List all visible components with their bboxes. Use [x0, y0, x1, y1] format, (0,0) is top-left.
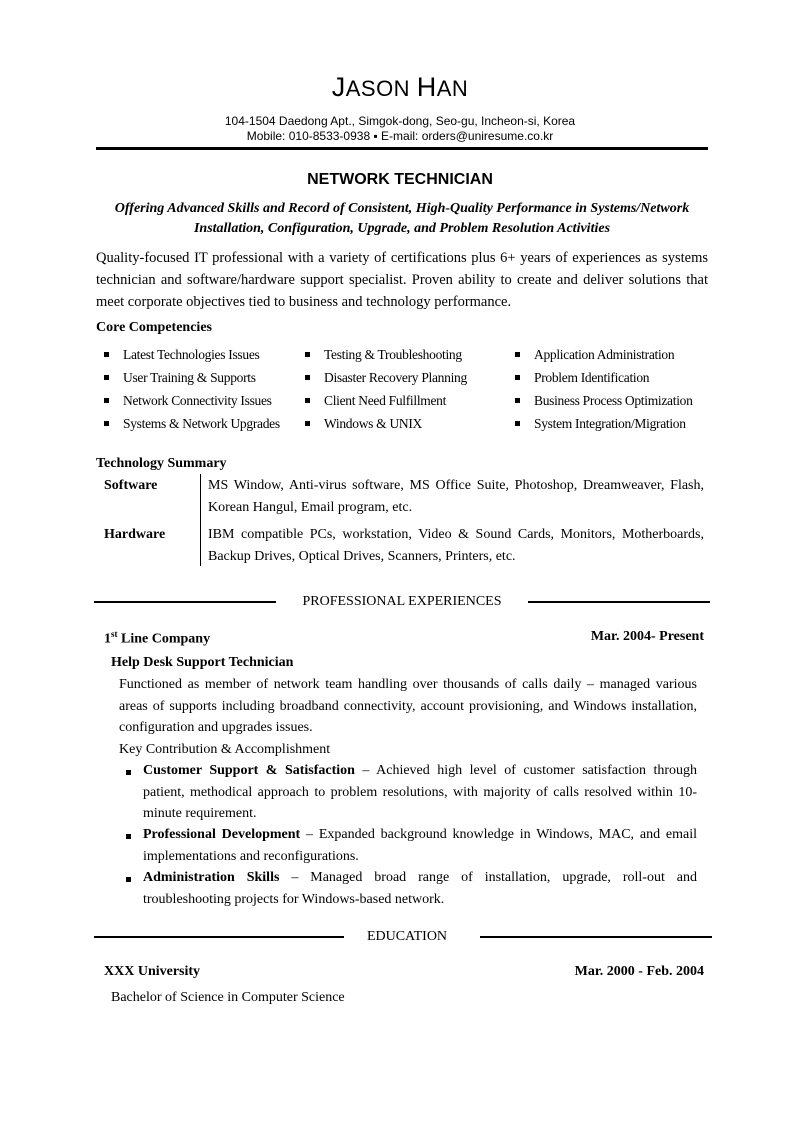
- company-dates: Mar. 2004- Present: [590, 629, 704, 644]
- contribution-item: Professional Development – Expanded background knowledge in Windows, MAC, and email implementations and reconfigurations.: [143, 827, 698, 864]
- name-initial-last: H: [416, 72, 437, 102]
- bullet-icon: [305, 352, 310, 357]
- software-text: MS Window, Anti-virus software, MS Office Suite, Photoshop, Dreamweaver, Flash, Korean Hangul, Email program, etc.: [208, 478, 704, 515]
- competencies-heading: Core Competencies: [96, 320, 212, 335]
- name-last-rest: AN: [436, 76, 469, 101]
- experience-heading: PROFESSIONAL EXPERIENCES: [302, 594, 502, 609]
- competency-item: System Integration/Migration: [515, 412, 693, 435]
- header-divider: [96, 147, 708, 150]
- contact-block: [0, 114, 800, 144]
- bullet-icon: [515, 421, 520, 426]
- competency-item: Latest Technologies Issues: [104, 343, 280, 366]
- competency-item: Systems & Network Upgrades: [104, 412, 280, 435]
- school-name: XXX University: [104, 964, 201, 979]
- competencies-col-1: [104, 343, 280, 435]
- bullet-icon: [515, 375, 520, 380]
- competency-item: User Training & Supports: [104, 366, 280, 389]
- contribution-item: Customer Support & Satisfaction – Achieved high level of customer satisfaction through patient, methodical approach to problem resolutions, with majority of calls resolved within 10-minute requirement.: [143, 763, 697, 821]
- contrib-heading: Key Contribution & Accomplishment: [119, 742, 331, 757]
- name-first-rest: ASON: [345, 76, 411, 101]
- competency-item: Application Administration: [515, 343, 693, 366]
- bullet-icon: [305, 421, 310, 426]
- software-label: Software: [104, 478, 158, 493]
- competency-item: Business Process Optimization: [515, 389, 693, 412]
- technology-heading: Technology Summary: [96, 456, 227, 471]
- contact-line: Mobile: 010-8533-0938 ▪ E-mail: orders@uniresume.co.kr: [246, 129, 554, 143]
- bullet-icon: [515, 398, 520, 403]
- competency-item: Network Connectivity Issues: [104, 389, 280, 412]
- competency-item: Windows & UNIX: [305, 412, 467, 435]
- role-title: Help Desk Support Technician: [111, 655, 294, 670]
- competency-item: Disaster Recovery Planning: [305, 366, 467, 389]
- bullet-icon: [305, 375, 310, 380]
- competencies-col-2: [305, 343, 467, 435]
- bullet-icon: [104, 398, 109, 403]
- bullet-icon: [126, 770, 131, 775]
- tagline: Offering Advanced Skills and Record of Consistent, High-Quality Performance in Systems/Network Installation, Configuration, Upgrade, and Problem Resolution Activities: [114, 201, 690, 236]
- profile-summary: Quality-focused IT professional with a variety of certifications plus 6+ years of experiences as systems technician and software/hardware support specialist. Proven ability to create and deliver solutions that meet corporate objectives tied to business and technology performance.: [96, 250, 708, 310]
- resume-name: [0, 72, 800, 103]
- competency-item: Testing & Troubleshooting: [305, 343, 467, 366]
- degree: Bachelor of Science in Computer Science: [111, 990, 345, 1005]
- address-line: 104-1504 Daedong Apt., Simgok-dong, Seo-gu, Incheon-si, Korea: [224, 114, 576, 128]
- competency-item: Problem Identification: [515, 366, 693, 389]
- competencies-col-3: [515, 343, 693, 435]
- section-rule-right: [528, 601, 710, 603]
- bullet-icon: [305, 398, 310, 403]
- contribution-item: Administration Skills – Managed broad range of installation, upgrade, roll-out and troubleshooting projects for Windows-based network.: [143, 870, 697, 907]
- section-rule-left: [94, 936, 344, 938]
- hardware-label: Hardware: [104, 527, 166, 542]
- company-name: 1st Line Company: [104, 629, 211, 647]
- section-rule-right: [480, 936, 712, 938]
- education-heading: EDUCATION: [366, 929, 448, 944]
- bullet-icon: [126, 877, 131, 882]
- bullet-icon: [515, 352, 520, 357]
- education-dates: Mar. 2000 - Feb. 2004: [574, 964, 704, 979]
- section-rule-left: [94, 601, 276, 603]
- competency-item: Client Need Fulfillment: [305, 389, 467, 412]
- bullet-icon: [104, 375, 109, 380]
- job-title: NETWORK TECHNICIAN: [307, 171, 493, 188]
- role-description: Functioned as member of network team handling over thousands of calls daily – managed various areas of supports including broadband connectivity, account provisioning, and Windows installation, configuration and upgrades issues.: [119, 677, 697, 735]
- name-initial-first: J: [331, 72, 346, 102]
- technology-divider: [200, 474, 201, 566]
- bullet-icon: [104, 421, 109, 426]
- hardware-text: IBM compatible PCs, workstation, Video & Sound Cards, Monitors, Motherboards, Backup Drives, Optical Drives, Scanners, Printers, etc.: [208, 527, 704, 564]
- bullet-icon: [126, 834, 131, 839]
- bullet-icon: [104, 352, 109, 357]
